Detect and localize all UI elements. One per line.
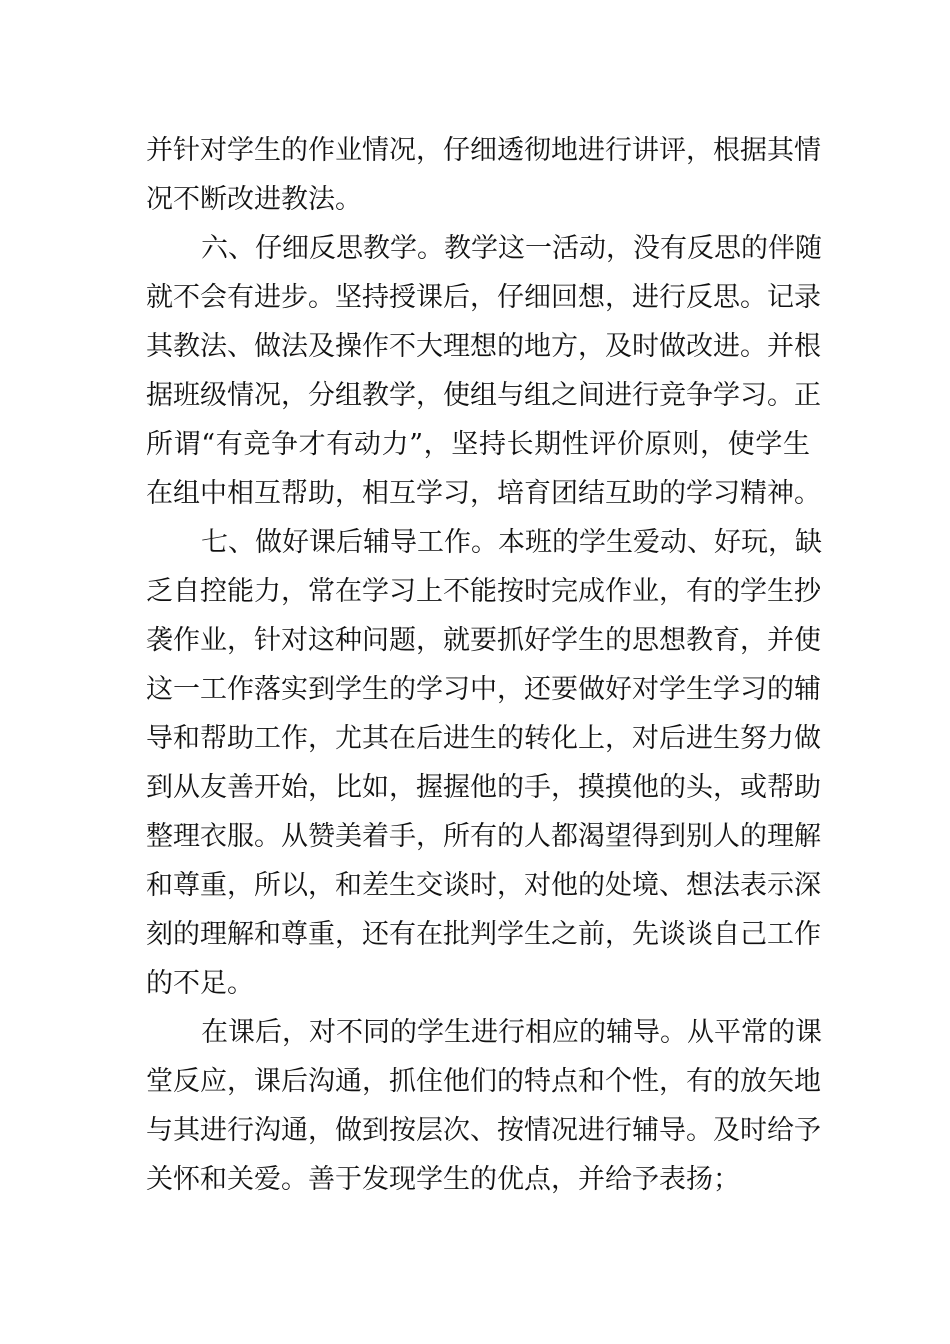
text-line: 到从友善开始，比如，握握他的手，摸摸他的头，或帮助 [146,772,821,803]
paragraph-six [146,224,822,518]
text-line: 况不断改进教法。 [146,184,362,215]
text-line: 刻的理解和尊重，还有在批判学生之前，先谈谈自己工作 [146,919,821,950]
text-line: 在组中相互帮助，相互学习，培育团结互助的学习精神。 [146,478,821,509]
text-line: 在课后，对不同的学生进行相应的辅导。从平常的课 [201,1017,822,1048]
text-line: 就不会有进步。坚持授课后，仔细回想，进行反思。记录 [146,282,821,313]
text-line: 据班级情况，分组教学，使组与组之间进行竞争学习。正 [146,380,821,411]
text-line: 整理衣服。从赞美着手，所有的人都渴望得到别人的理解 [146,821,821,852]
text-line: 堂反应，课后沟通，抓住他们的特点和个性，有的放矢地 [146,1066,821,1097]
text-line: 和尊重，所以，和差生交谈时，对他的处境、想法表示深 [146,870,821,901]
text-line: 七、做好课后辅导工作。本班的学生爱动、好玩，缺 [201,527,822,558]
text-line: 与其进行沟通，做到按层次、按情况进行辅导。及时给予 [146,1115,821,1146]
text-line: 袭作业，针对这种问题，就要抓好学生的思想教育，并使 [146,625,821,656]
text-line: 并针对学生的作业情况，仔细透彻地进行讲评，根据其情 [146,135,821,166]
text-line: 所谓“有竞争才有动力”，坚持长期性评价原则，使学生 [146,429,810,460]
text-line: 的不足。 [146,968,254,999]
paragraph-after-class [146,1008,822,1204]
text-line: 导和帮助工作，尤其在后进生的转化上，对后进生努力做 [146,723,821,754]
paragraph-seven [146,518,822,1008]
text-line: 其教法、做法及操作不大理想的地方，及时做改进。并根 [146,331,821,362]
paragraph-continued [146,126,821,224]
text-line: 关怀和关爱。善于发现学生的优点，并给予表扬； [146,1164,740,1195]
document-body [146,126,822,1204]
text-line: 乏自控能力，常在学习上不能按时完成作业，有的学生抄 [146,576,821,607]
text-line: 六、仔细反思教学。教学这一活动，没有反思的伴随 [201,233,822,264]
text-line: 这一工作落实到学生的学习中，还要做好对学生学习的辅 [146,674,821,705]
